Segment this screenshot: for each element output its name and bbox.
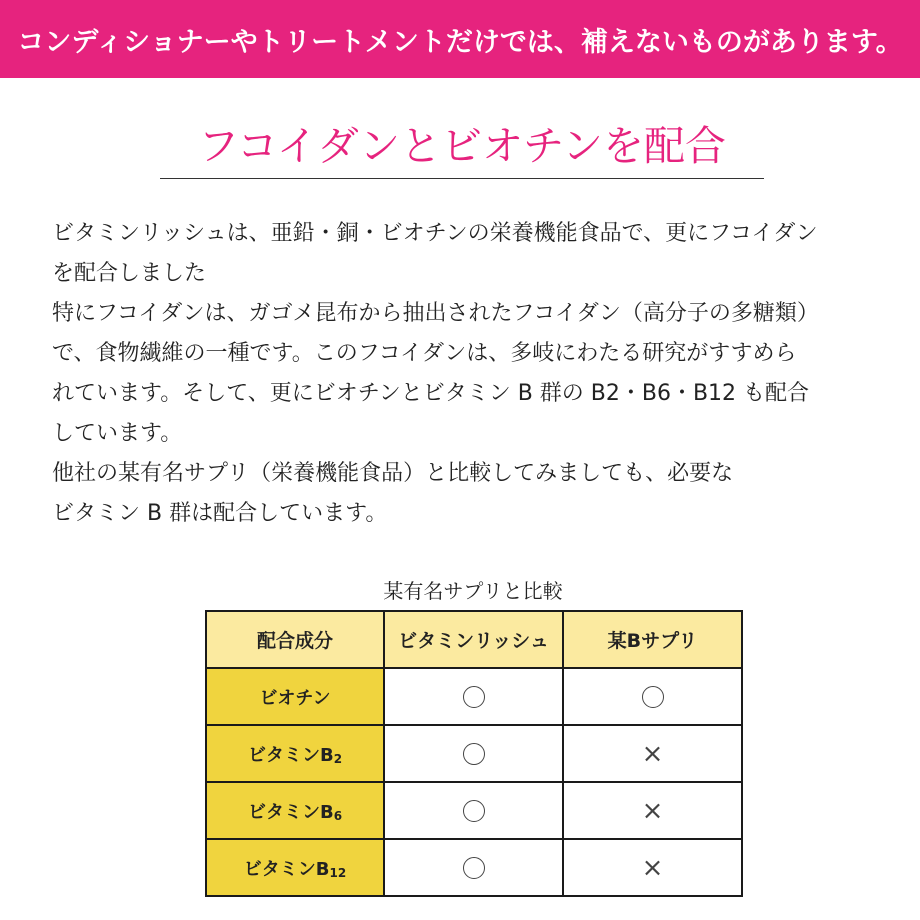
body-line: 特にフコイダンは、ガゴメ昆布から抽出されたフコイダン（高分子の多糖類）: [52, 301, 819, 326]
cross-mark-icon: ×: [641, 852, 664, 883]
row-label-text: ビタミンB: [243, 858, 330, 880]
table-row: [206, 725, 742, 782]
cross-mark-icon: ×: [641, 738, 664, 769]
body-line: で、食物繊維の一種です。このフコイダンは、多岐にわたる研究がすすめら: [52, 341, 797, 366]
header-theirs: 某Bサプリ: [563, 611, 742, 668]
row-label: [206, 839, 384, 896]
circle-mark-icon: [463, 800, 485, 822]
section-title: フコイダンとビオチンを配合: [160, 118, 764, 179]
table-header-row: [206, 611, 742, 668]
body-line: を配合しました: [52, 261, 207, 286]
circle-mark-icon: [463, 743, 485, 765]
header-ingredient: 配合成分: [206, 611, 384, 668]
table-row: [206, 782, 742, 839]
body-line: [52, 214, 882, 254]
row-label-sub: 6: [333, 808, 343, 823]
row-label-text: ビオチン: [259, 687, 331, 709]
body-line: れています。そして、更にビオチンとビタミン B 群の B2・B6・B12 も配合: [52, 381, 810, 406]
comparison-table: [205, 610, 743, 897]
circle-mark-icon: [642, 686, 664, 708]
circle-mark-icon: [463, 857, 485, 879]
top-banner: [0, 0, 920, 78]
row-label-text: ビタミンB: [247, 801, 334, 823]
row-label: [206, 668, 384, 725]
header-ours: ビタミンリッシュ: [384, 611, 563, 668]
table-row: [206, 839, 742, 896]
row-label-text: ビタミンB: [247, 744, 334, 766]
row-label-sub: 12: [329, 865, 347, 880]
body-text: [52, 214, 882, 534]
cross-mark-icon: ×: [641, 795, 664, 826]
table-caption: 某有名サプリと比較: [383, 579, 563, 603]
cell-theirs: [563, 668, 742, 725]
body-line: ビタミン B 群は配合しています。: [52, 501, 388, 526]
cell-theirs: [563, 725, 742, 782]
cell-ours: [384, 668, 563, 725]
cell-ours: [384, 782, 563, 839]
cell-theirs: [563, 839, 742, 896]
row-label-sub: 2: [333, 751, 343, 766]
row-label: [206, 725, 384, 782]
circle-mark-icon: [463, 686, 485, 708]
body-line: 他社の某有名サプリ（栄養機能食品）と比較してみましても、必要な: [52, 461, 734, 486]
body-line-text: ビタミンリッシュは、亜鉛・銅・ビオチンの栄養機能食品で、更にフコイダン: [52, 221, 818, 246]
table-row: [206, 668, 742, 725]
row-label: [206, 782, 384, 839]
cell-ours: [384, 725, 563, 782]
cell-theirs: [563, 782, 742, 839]
cell-ours: [384, 839, 563, 896]
banner-text: コンディショナーやトリートメントだけでは、補えないものがあります。: [17, 26, 903, 58]
body-line: しています。: [52, 421, 183, 446]
